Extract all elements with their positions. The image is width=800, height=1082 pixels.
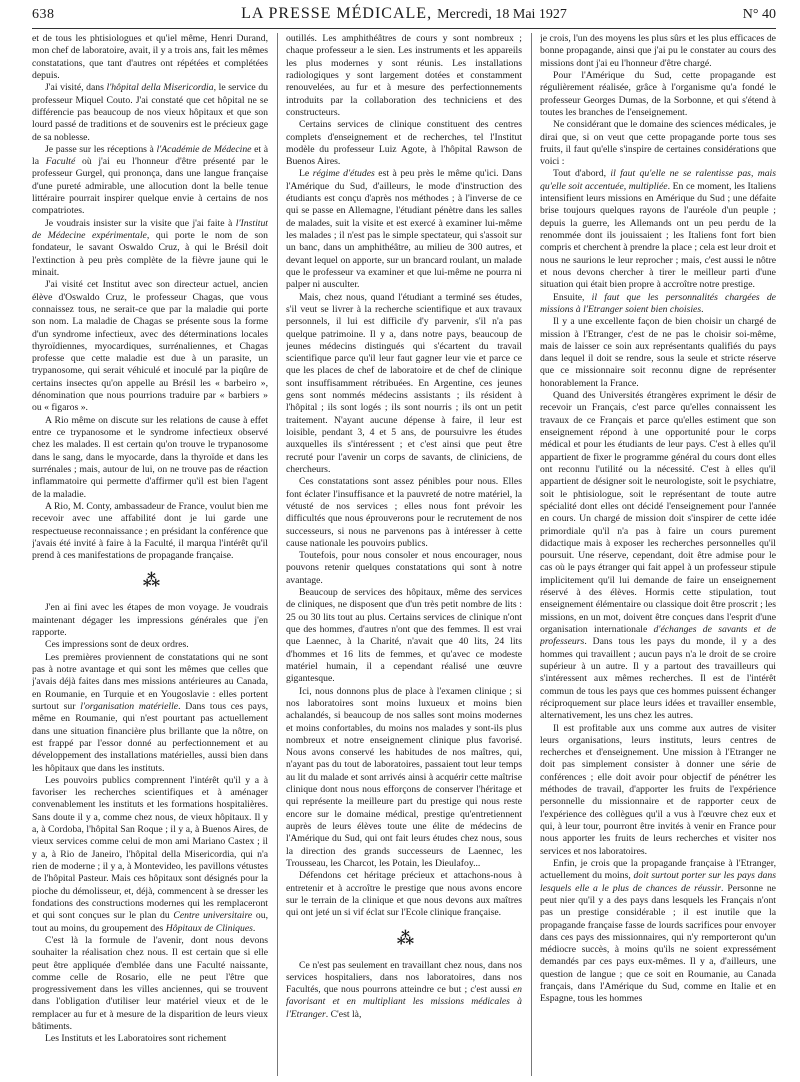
text-run: . bbox=[701, 303, 704, 315]
italic-run: Centre universitaire bbox=[173, 910, 253, 922]
italic-run: l'Institut de Médecine expérimentale bbox=[32, 217, 268, 241]
section-ornament: ⁂ bbox=[396, 928, 412, 948]
text-run: Je passe sur les réceptions à bbox=[45, 143, 157, 155]
paragraph bbox=[32, 82, 268, 144]
text-run: Je voudrais insister sur la visite que j'ai faite à bbox=[45, 217, 236, 229]
paragraph bbox=[32, 218, 268, 280]
text-run: ou, tout au moins, du groupement des bbox=[32, 910, 268, 934]
paragraph bbox=[32, 775, 268, 935]
italic-run: d'échanges de savants et de professeurs bbox=[540, 624, 776, 648]
header-rule bbox=[32, 28, 776, 29]
column-2 bbox=[286, 33, 522, 1076]
paragraph: Mais, chez nous, quand l'étudiant a terminé ses études, s'il veut se livrer à la recherche scientifique et aux travaux personnels, il lui est difficile d'y parvenir, s'il n'a pas quelque patrimoine. Il y a, dans notre pays, beaucoup de jeunes médecins distingués qui s'écartent du travail scientifique parce qu'il leur faut gagner leur vie et parce ce que les places de chef de laboratoire et de chef de clinique sont insuffisamment rétribuées. En Argentine, ces jeunes gens sont nommés médecins assistants ; ils résident à l'hôpital ; ils sont logés ; ils sont nourris ; ils ont un petit traitement. N'ayant aucune dépense à faire, il leur est loisible, pendant 3, 4 et 5 ans, de poursuivre les études auxquelles ils s'intéressent ; et c'est ainsi que peut être recruté pour l'avenir un corps de savants, de cliniciens, de chercheurs. bbox=[286, 291, 522, 475]
paragraph: Toutefois, pour nous consoler et nous encourager, nous pouvons retenir quelques constatations qui sont à notre avantage. bbox=[286, 550, 522, 586]
paragraph: J'ai visité cet Institut avec son directeur actuel, ancien élève d'Oswaldo Cruz, le professeur Chagas, que vous connaissez tous, ne serait-ce que par la maladie qui porte son nom. La maladie de Chagas se présente sous la forme d'un syndrome infectieux, avec des déterminations locales thyroïdiennes, myocardiques, surrénaliennes, et Chagas professe que cette maladie est due à un parasite, un trypanosome, qui serait véhiculé et inoculé par la piqûre de certains insectes qu'on appelle au Brésil les « barbeiro », dénomination que nous pourrions traduire par « barbiers » ou « figaros ». bbox=[32, 279, 268, 414]
column-divider bbox=[531, 33, 532, 1076]
paragraph: Ces impressions sont de deux ordres. bbox=[45, 639, 189, 651]
paragraph: Défendons cet héritage précieux et attachons-nous à entretenir et à accroître le prestige que nous avons encore sur le terrain de la clinique et que nous devons aux maîtres qui ont jeté un si vif éclat sur l'Ecole clinique française. bbox=[286, 870, 522, 919]
italic-run: l'organisation matérielle bbox=[80, 700, 179, 712]
text-run: J'ai visité, dans bbox=[45, 82, 107, 94]
paragraph: A Rio même on discute sur les relations de cause à effet entre ce trypanosome et le syndrome infectieux observé chez les malades. Il est certain qu'on trouve le trypanosome dans le sang, dans le myocarde, dans la thyroïde et dans les surrénales ; mais, autour de lui, on ne trouve pas de réaction inflammatoire qui permette d'affirmer qu'il est bien l'agent de la maladie. bbox=[32, 414, 268, 500]
column-divider bbox=[277, 33, 278, 1076]
paragraph: Il y a une excellente façon de bien choisir un chargé de mission à l'Etranger, c'est de ne pas le choisir soi-même, mais de laisser ce soin aux représentants qualifiés du pays dans lequel il doit se rendre, sous la seule et stricte réserve que ce missionnaire soit reconnu digne de représenter honorablement la France. bbox=[540, 316, 776, 389]
italic-run: doit surtout porter sur les pays dans lesquels elle a le plus de chances de réussir bbox=[540, 870, 776, 894]
paragraph: Certains services de clinique constituent des centres complets d'enseignement et de recherches, tel l'Institut modèle du professeur Luiz Agote, à l'hôpital Rawson de Buenos Aires. bbox=[286, 119, 522, 168]
paragraph bbox=[540, 390, 776, 722]
section-ornament: ⁂ bbox=[142, 571, 158, 591]
text-run: . En ce moment, les Italiens intensifient leurs missions en Amérique du Sud ; une défaite brise toujours quelques rayons de l'auréole d'un peuple ; depuis la guerre, les Allemands ont un peu perdu de la renommée dont ils jouissaient ; les Italiens font fort bien compris et cherchent à prendre la place ; cela est leur droit et nous ne saurions le leur reprocher ; mais, c'est aussi le nôtre et nous devons chercher à tirer le meilleur parti d'une situation qui était bien propre à accroître notre prestige. bbox=[540, 180, 776, 291]
italic-run: l'hôpital della Misericordia bbox=[106, 82, 214, 94]
italic-run: Faculté bbox=[45, 156, 76, 168]
paragraph bbox=[286, 960, 522, 1022]
paragraph: Il est profitable aux uns comme aux autres de visiter leurs organisations, leurs instituts, leurs centres de recherches et d'enseignement. Une mission à l'Etranger ne doit pas simplement consister à donner une série de conférences ; elle doit avoir pour objectif de pénétrer les méthodes de travail, d'apporter les fruits de l'expérience personnelle du missionnaire et de rapporter ceux de l'expérience des collègues qu'il a vus à l'œuvre chez eux et qui, à leur tour, pourront être invités à venir en France pour nous apporter les fruits de leurs recherches et visiter nos services et nos laboratoires. bbox=[540, 722, 776, 857]
paragraph: Pour l'Amérique du Sud, cette propagande est régulièrement réalisée, grâce à l'organisme qu'a fondé le professeur Georges Dumas, de la Sorbonne, et qui s'étend à toutes les branches de l'enseignement. bbox=[540, 69, 776, 118]
issue-number: N° 40 bbox=[742, 7, 776, 22]
italic-run: il faut qu'elle ne se ralentisse pas, mais qu'elle soit accentuée, multipliée bbox=[540, 168, 776, 192]
italic-run: l'Académie de Médecine bbox=[156, 143, 252, 155]
paragraph bbox=[286, 168, 522, 291]
paragraph bbox=[540, 292, 776, 317]
text-run: Les pouvoirs publics comprennent l'intérêt qu'il y a à favoriser les recherches scientifiques et à aménager convenablement les instituts et les formations hospitalières. Sans doute il y a, comme chez nous, de vieux hôpitaux. Il y a, à Cordoba, l'hôpital San Roque ; il y a, à Buenos Aires, de vieux services comme celui de mon ami Mariano Castex ; il y a, à Rio de Janeiro, l'hôpital della Misericordia, qui n'a rien de moderne ; il y a, à Montevideo, les pavillons vétustes de l'hôpital Pasteur. Mais ces hôpitaux sont désignés pour la pioche du démolisseur, et, déjà, commencent à se dresser les fondations des constructions modernes qui les remplaceront et qui sont conçues sur le plan du bbox=[32, 774, 268, 922]
text-run: . C'est là, bbox=[325, 1008, 362, 1020]
italic-run: il faut que les personnalités chargées de missions à l'Etranger soient bien choisies bbox=[540, 291, 776, 315]
paragraph bbox=[540, 858, 776, 1006]
journal-title bbox=[32, 5, 776, 23]
text-run: , le service du professeur Miquel Couto. J'ai constaté que cet hôpital ne se différencie pas beaucoup de nos vieux hôpitaux et que son lourd passé de traditions et de souvenirs est le précieux gage de sa noblesse. bbox=[32, 82, 268, 143]
column-3 bbox=[540, 33, 776, 1076]
text-run: Quand des Universités étrangères expriment le désir de recevoir un Français, c'est parce qu'elles connaissent les travaux de ce Français et parce qu'elles estiment que son enseignement répond à une opportunité pour le corps médical et pour les étudiants de leur pays. C'est à elles qu'il appartient de fixer le programme général du cours dont elles ont reconnu l'utilité ou la nécessité. C'est à elles qu'il appartient de désigner soit le neurologiste, soit le psychiatre, soit le phtisiologue, soit le représentant de toute autre spécialité dont elles ont décidé l'enseignement pour l'année en cours. Un chargé de mission doit s'inspirer de cette idée primordiale qu'il n'a pas à faire un cours purement didactique mais à exposer les recherches personnelles qu'il poursuit. Une réserve, cependant, doit être admise pour le cas où le pays étranger qui fait appel à un professeur stipule implicitement qu'il lui demande de faire un enseignement réservé à des élèves. Hormis cette stipulation, tout enseignement élémentaire ou classique doit être proscrit ; les missions, en un mot, doivent être conçues dans l'esprit d'une organisation internationale bbox=[540, 390, 776, 635]
paragraph: Ici, nous donnons plus de place à l'examen clinique ; si nos laboratoires sont moins luxueux et moins bien achalandés, si beaucoup de nos salles sont moins modernes et moins confortables, du moins nos malades y sont-ils plus nombreux et notre enseignement clinique plus favorisé. Nous avons conservé les habitudes de nos maîtres, qui, n'ayant pas du tout de laboratoires, passaient tout leur temps au lit du malade et sont arrivés ainsi à acquérir cette maîtrise clinique dont nous nous efforçons de conserver l'héritage et qui représente la meilleure part du prestige qui nous reste encore sur le domaine médical, prestige qu'entretiennent auprès de leurs élèves toute une élite de médecins de l'Amérique du Sud, qui ont fait leurs études chez nous, sous la direction des grands successeurs de Laennec, les Trousseau, les Charcot, les Potain, les Dieulafoy... bbox=[286, 685, 522, 869]
text-run: . Personne ne peut nier qu'il y a des pays dans lesquels les Français n'ont pas un prestige considérable ; il est inutile que la propagande française fasse de lourds sacrifices pour envoyer dans ces pays des missionnaires, qui n'y remporteront qu'un médiocre succès, à moins qu'ils ne soient expressément demandés par ces pays eux-mêmes. Il y a, d'ailleurs, une question de langue ; que ce soit en Roumanie, au Canada français, dans l'Amérique du Sud, comme en Italie et en Espagne, tous les hommes bbox=[540, 882, 776, 1005]
text-run: Ensuite, bbox=[553, 291, 592, 303]
italic-run: régime d'études bbox=[312, 168, 375, 180]
text-run: et à la bbox=[32, 143, 268, 168]
paragraph: Ne considérant que le domaine des sciences médicales, je dirai que, si on veut que cette propagande porte tous ses fruits, il faut qu'elle s'inspire de certaines considérations que voici : bbox=[540, 119, 776, 168]
text-run: . Dans tous ces pays, même en Roumanie, qui n'est pourtant pas actuellement dans une situation financière plus brillante que la nôtre, on est frappé par l'essor donné au perfectionnement et au développement des installations matérielles, aussi bien dans les hôpitaux que dans les instituts. bbox=[32, 700, 268, 774]
text-run: , qui porte le nom de son fondateur, le savant Oswaldo Cruz, à qui le Brésil doit l'extinction à peu près complète de la fièvre jaune qui le minait. bbox=[32, 230, 268, 278]
column-1 bbox=[32, 33, 268, 1076]
text-run: Ce n'est pas seulement en travaillant chez nous, dans nos services hospitaliers, dans nos laboratoires, dans nos Facultés, que nous pourrons atteindre ce but ; c'est aussi bbox=[286, 959, 522, 996]
paragraph: C'est là la formule de l'avenir, dont nous devons souhaiter la réalisation chez nous. Il est certain que si elle peut être appliquée d'emblée dans une Faculté naissante, comme celle de Rosario, elle ne peut l'être que progressivement dans les villes anciennes, qui se trouvent dans l'obligation d'utiliser leur matériel vieux et de le remplacer au fur et à mesure de la disparition de leurs vieux bâtiments. bbox=[32, 934, 268, 1033]
text-run: Le bbox=[299, 168, 313, 180]
page-header bbox=[32, 5, 776, 27]
paragraph bbox=[32, 144, 268, 218]
paragraph: J'en ai fini avec les étapes de mon voyage. Je voudrais maintenant dégager les impressions générales que j'en rapporte. bbox=[32, 602, 268, 639]
journal-name: LA PRESSE MÉDICALE, bbox=[241, 5, 433, 22]
page-number: 638 bbox=[32, 7, 55, 22]
text-run: où j'ai eu l'honneur d'être présenté par le professeur Gurgel, qui prononça, dans une langue française d'une pureté admirable, une allocution dont la belle tenue littéraire pourrait inspirer quelque envie à certains de nos compatriotes. bbox=[32, 156, 268, 217]
paragraph bbox=[32, 652, 268, 775]
paragraph: je crois, l'un des moyens les plus sûrs et les plus efficaces de bonne propagande, ainsi que j'ai pu le constater au cours des missions dont j'ai eu l'honneur d'être chargé. bbox=[540, 33, 776, 69]
text-run: Enfin, je crois que la propagande française à l'Etranger, actuellement du moins, bbox=[540, 857, 776, 882]
text-run: . Dans tous les pays du monde, il y a des hommes qui travaillent ; aucun pays n'a le droit de se croire supérieur à un autre. Il y a partout des travailleurs qui s'intéressent aux mêmes recherches. Il est de l'intérêt commun de tous les pays que ces hommes puissent échanger réciproquement sur place leurs idées et travailler ensemble, alternativement, les uns chez les autres. bbox=[540, 636, 776, 722]
paragraph: outillés. Les amphithéâtres de cours y sont nombreux ; chaque professeur a le sien. Les instruments et les appareils les plus modernes y sont réunis. Les installations radiologiques y sont largement dotées et constamment renouvelées, au fur et à mesure des perfectionnements introduits par la collaboration des techniciens et des constructeurs. bbox=[286, 33, 522, 118]
paragraph: Les Instituts et les Laboratoires sont richement bbox=[45, 1033, 227, 1045]
italic-run: en favorisant et en multipliant les missions médicales à l'Etranger bbox=[286, 984, 522, 1020]
text-run: est à peu près le même qu'ici. Dans l'Amérique du Sud, d'ailleurs, le mode d'instruction des étudiants est conçu d'après nos méthodes ; à l'inverse de ce qui se passe en Allemagne, l'étudiant pénètre dans les salles de malades, suit la visite et est exercé à examiner lui-même les malades ; il n'est pas le simple spectateur, qui s'assoit sur un banc, dans un amphithéâtre, au milieu de 300 autres, et devant lequel on apporte, sur un brancard roulant, un malade que le professeur va examiner et que lui-même ne pourra ni palper ni ausculter. bbox=[286, 168, 522, 291]
paragraph: Ces constatations sont assez pénibles pour nous. Elles font éclater l'insuffisance et la pauvreté de notre matériel, la vétusté de nos services ; elles nous font prévoir les difficultés que nous éprouverons pour le recrutement de nos successeurs, si nous ne parvenons pas à intéresser à cette cause nationale les pouvoirs publics. bbox=[286, 476, 522, 549]
paragraph bbox=[540, 168, 776, 291]
text-run: . bbox=[252, 922, 256, 934]
italic-run: Hôpitaux de Cliniques bbox=[165, 922, 253, 934]
text-run: Les premières proviennent de constatations qui ne sont pas à notre avantage et qui sont les mêmes que celles que j'avais déjà faites dans mes missions antérieures au Canada, en Roumanie, en Turquie et en Yougoslavie : elles portent surtout sur bbox=[32, 651, 268, 712]
issue-date: Mercredi, 18 Mai 1927 bbox=[437, 7, 567, 22]
text-run: Tout d'abord, bbox=[553, 168, 611, 180]
paragraph: A Rio, M. Conty, ambassadeur de France, voulut bien me recevoir avec une affabilité dont je lui garde une respectueuse reconnaissance ; en présidant la conférence que j'avais été invité à faire à la Faculté, il marqua l'intérêt qu'il prend à ces manifestations de propagande française. bbox=[32, 500, 268, 562]
paragraph: Beaucoup de services des hôpitaux, même des services de cliniques, ne disposent que d'un très petit nombre de lits : 25 ou 30 lits tout au plus. Certains services de clinique n'ont que des hommes, d'autres n'ont que des femmes. Il est vrai que Laennec, à la Charité, n'avait que 40 lits, 24 lits d'hommes et 16 lits de femmes, et qu'avec ce modeste matériel humain, il a cependant réalisé une œuvre gigantesque. bbox=[286, 587, 522, 685]
paragraph: et de tous les phtisiologues et qu'iel même, Henri Durand, mon chef de laboratoire, avait, il y a trois ans, fait les mêmes constatations, que tant d'autres ont répétées et complétées depuis. bbox=[32, 33, 268, 81]
